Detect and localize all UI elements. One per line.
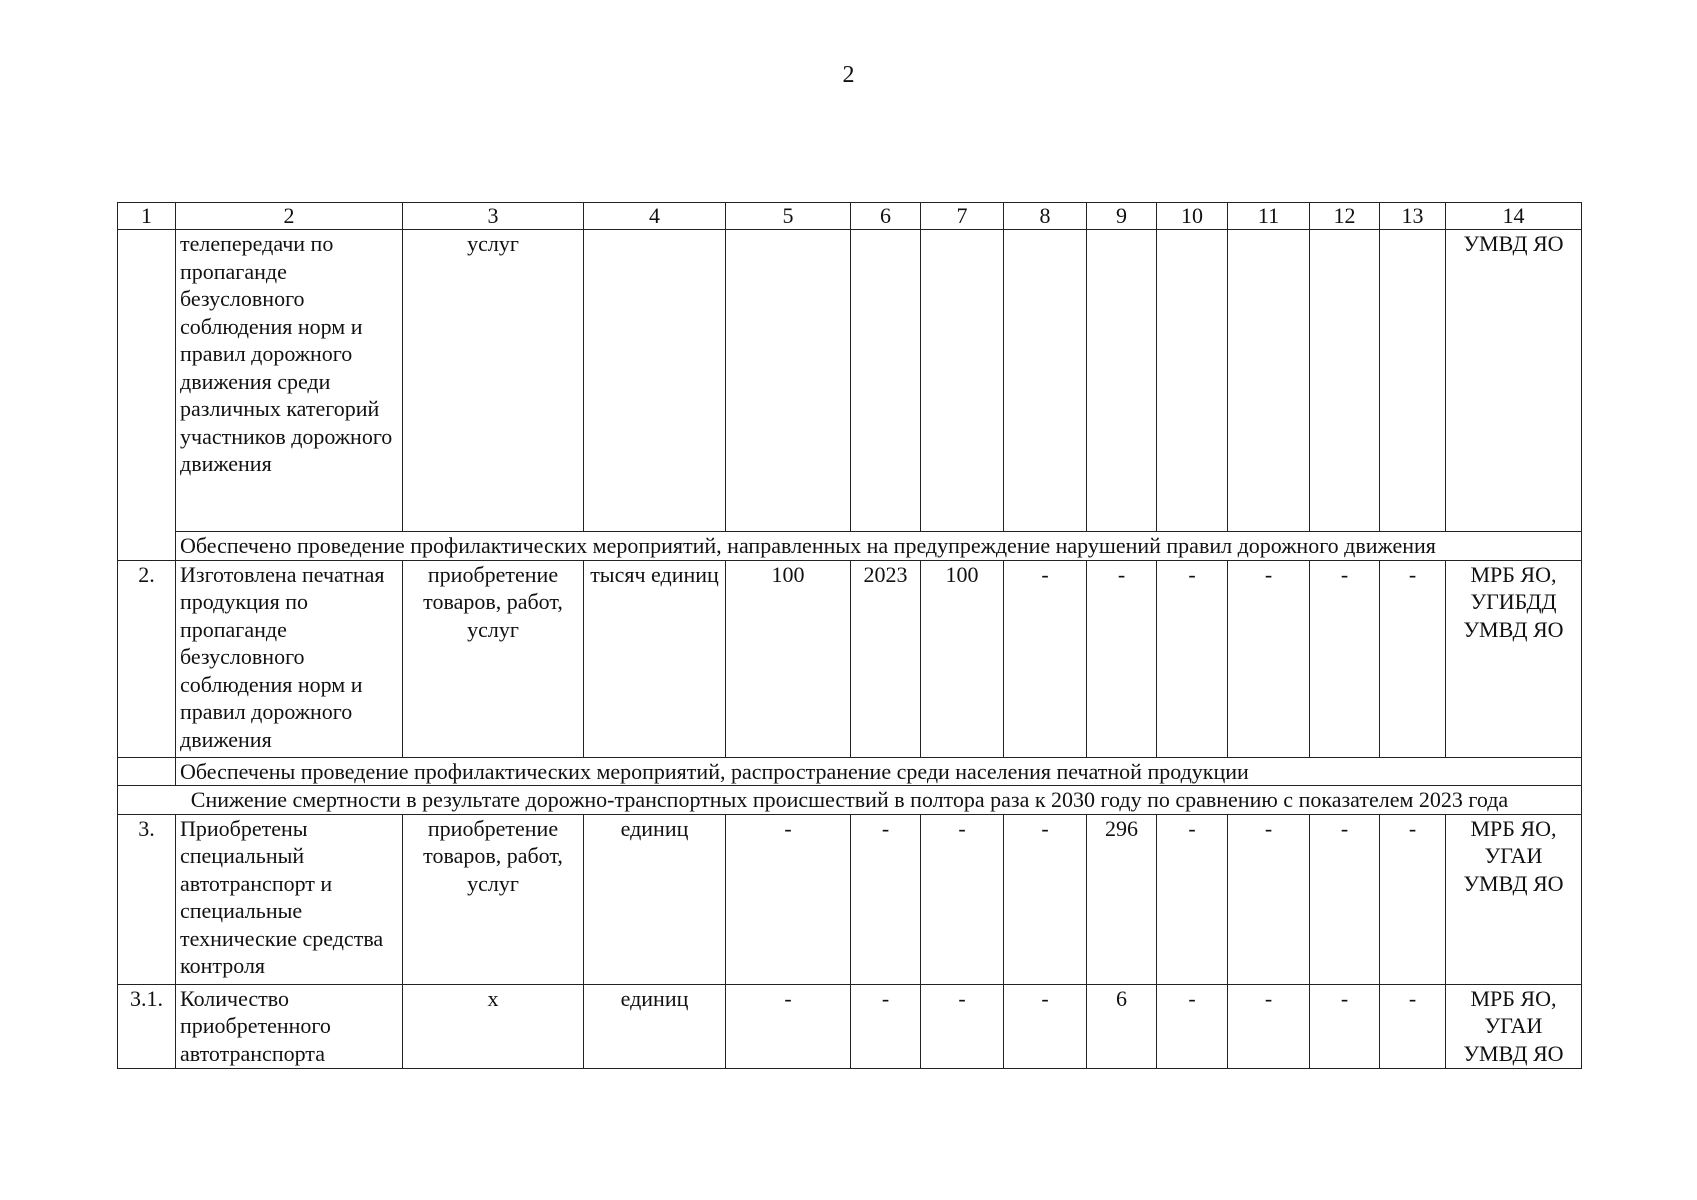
- value-cell: 296: [1087, 814, 1157, 984]
- row-number-cell: 2.: [118, 560, 176, 757]
- table-note-row: [118, 532, 1582, 561]
- responsible-cell: МРБ ЯО, УГАИ УМВД ЯО: [1446, 984, 1582, 1068]
- column-number: 12: [1310, 203, 1380, 230]
- column-number: 5: [726, 203, 851, 230]
- measure-type-cell: приобретение товаров, работ, услуг: [403, 560, 584, 757]
- measure-name-cell: Количество приобретенного автотранспорта: [176, 984, 403, 1068]
- value-cell: -: [1380, 814, 1446, 984]
- value-cell: -: [1228, 984, 1310, 1068]
- column-number: 1: [118, 203, 176, 230]
- column-number: 10: [1157, 203, 1228, 230]
- empty-cell: [851, 230, 921, 532]
- value-cell: -: [851, 814, 921, 984]
- unit-cell: единиц: [584, 984, 726, 1068]
- value-cell: -: [1380, 984, 1446, 1068]
- empty-cell: [1087, 230, 1157, 532]
- section-heading: Снижение смертности в результате дорожно-транспортных происшествий в полтора раза к 2030 году по сравнению с показателем 2023 года: [118, 786, 1582, 815]
- responsible-cell: МРБ ЯО, УГИБДД УМВД ЯО: [1446, 560, 1582, 757]
- result-note: Обеспечены проведение профилактических мероприятий, распространение среди населения печатной продукции: [176, 757, 1582, 786]
- responsible-cell: УМВД ЯО: [1446, 230, 1582, 532]
- table-row: [118, 560, 1582, 757]
- unit-cell: тысяч единиц: [584, 560, 726, 757]
- value-cell: -: [726, 984, 851, 1068]
- value-cell: -: [1087, 560, 1157, 757]
- value-cell: 6: [1087, 984, 1157, 1068]
- value-cell: -: [1004, 984, 1087, 1068]
- value-cell: -: [1157, 814, 1228, 984]
- empty-cell: [1004, 230, 1087, 532]
- unit-cell: единиц: [584, 814, 726, 984]
- result-note: Обеспечено проведение профилактических мероприятий, направленных на предупреждение нарушений правил дорожного движения: [176, 532, 1582, 561]
- empty-cell: [1380, 230, 1446, 532]
- table-row-continued: [118, 230, 1582, 532]
- document-table: [117, 202, 1582, 1069]
- column-number: 2: [176, 203, 403, 230]
- row-number-cell: 3.: [118, 814, 176, 984]
- column-number: 6: [851, 203, 921, 230]
- table-note-row: [118, 757, 1582, 786]
- value-cell: -: [1310, 984, 1380, 1068]
- value-cell: -: [1310, 814, 1380, 984]
- column-number-row: [118, 203, 1582, 230]
- measure-name-cell: телепередачи по пропаганде безусловного соблюдения норм и правил дорожного движения среди различных категорий участников дорожного движения: [176, 230, 403, 532]
- value-cell: -: [1157, 984, 1228, 1068]
- value-cell: -: [851, 984, 921, 1068]
- value-cell: -: [726, 814, 851, 984]
- measure-type-cell: х: [403, 984, 584, 1068]
- column-number: 3: [403, 203, 584, 230]
- column-number: 9: [1087, 203, 1157, 230]
- page-number: 2: [842, 62, 855, 88]
- empty-cell: [1157, 230, 1228, 532]
- measure-name-cell: Приобретены специальный автотранспорт и специальные технические средства контроля: [176, 814, 403, 984]
- responsible-cell: МРБ ЯО, УГАИ УМВД ЯО: [1446, 814, 1582, 984]
- value-cell: -: [1228, 814, 1310, 984]
- empty-cell: [726, 230, 851, 532]
- value-cell: -: [1310, 560, 1380, 757]
- value-cell: -: [921, 984, 1004, 1068]
- empty-cell: [1228, 230, 1310, 532]
- measure-name-cell: Изготовлена печатная продукция по пропаганде безусловного соблюдения норм и правил дорожного движения: [176, 560, 403, 757]
- value-cell: -: [1157, 560, 1228, 757]
- value-cell: -: [921, 814, 1004, 984]
- column-number: 11: [1228, 203, 1310, 230]
- column-number: 4: [584, 203, 726, 230]
- table-row: [118, 984, 1582, 1068]
- column-number: 13: [1380, 203, 1446, 230]
- value-cell: -: [1228, 560, 1310, 757]
- value-cell: -: [1380, 560, 1446, 757]
- measure-type-cell: услуг: [403, 230, 584, 532]
- measure-type-cell: приобретение товаров, работ, услуг: [403, 814, 584, 984]
- value-cell: 100: [921, 560, 1004, 757]
- value-cell: -: [1004, 814, 1087, 984]
- column-number: 14: [1446, 203, 1582, 230]
- table-row: [118, 814, 1582, 984]
- row-number-cell: 3.1.: [118, 984, 176, 1068]
- column-number: 8: [1004, 203, 1087, 230]
- empty-cell: [921, 230, 1004, 532]
- value-cell: 100: [726, 560, 851, 757]
- value-cell: 2023: [851, 560, 921, 757]
- value-cell: -: [1004, 560, 1087, 757]
- empty-cell: [1310, 230, 1380, 532]
- column-number: 7: [921, 203, 1004, 230]
- empty-cell: [584, 230, 726, 532]
- table-section-row: [118, 786, 1582, 815]
- row-number-cell: [118, 230, 176, 561]
- empty-cell: [118, 757, 176, 786]
